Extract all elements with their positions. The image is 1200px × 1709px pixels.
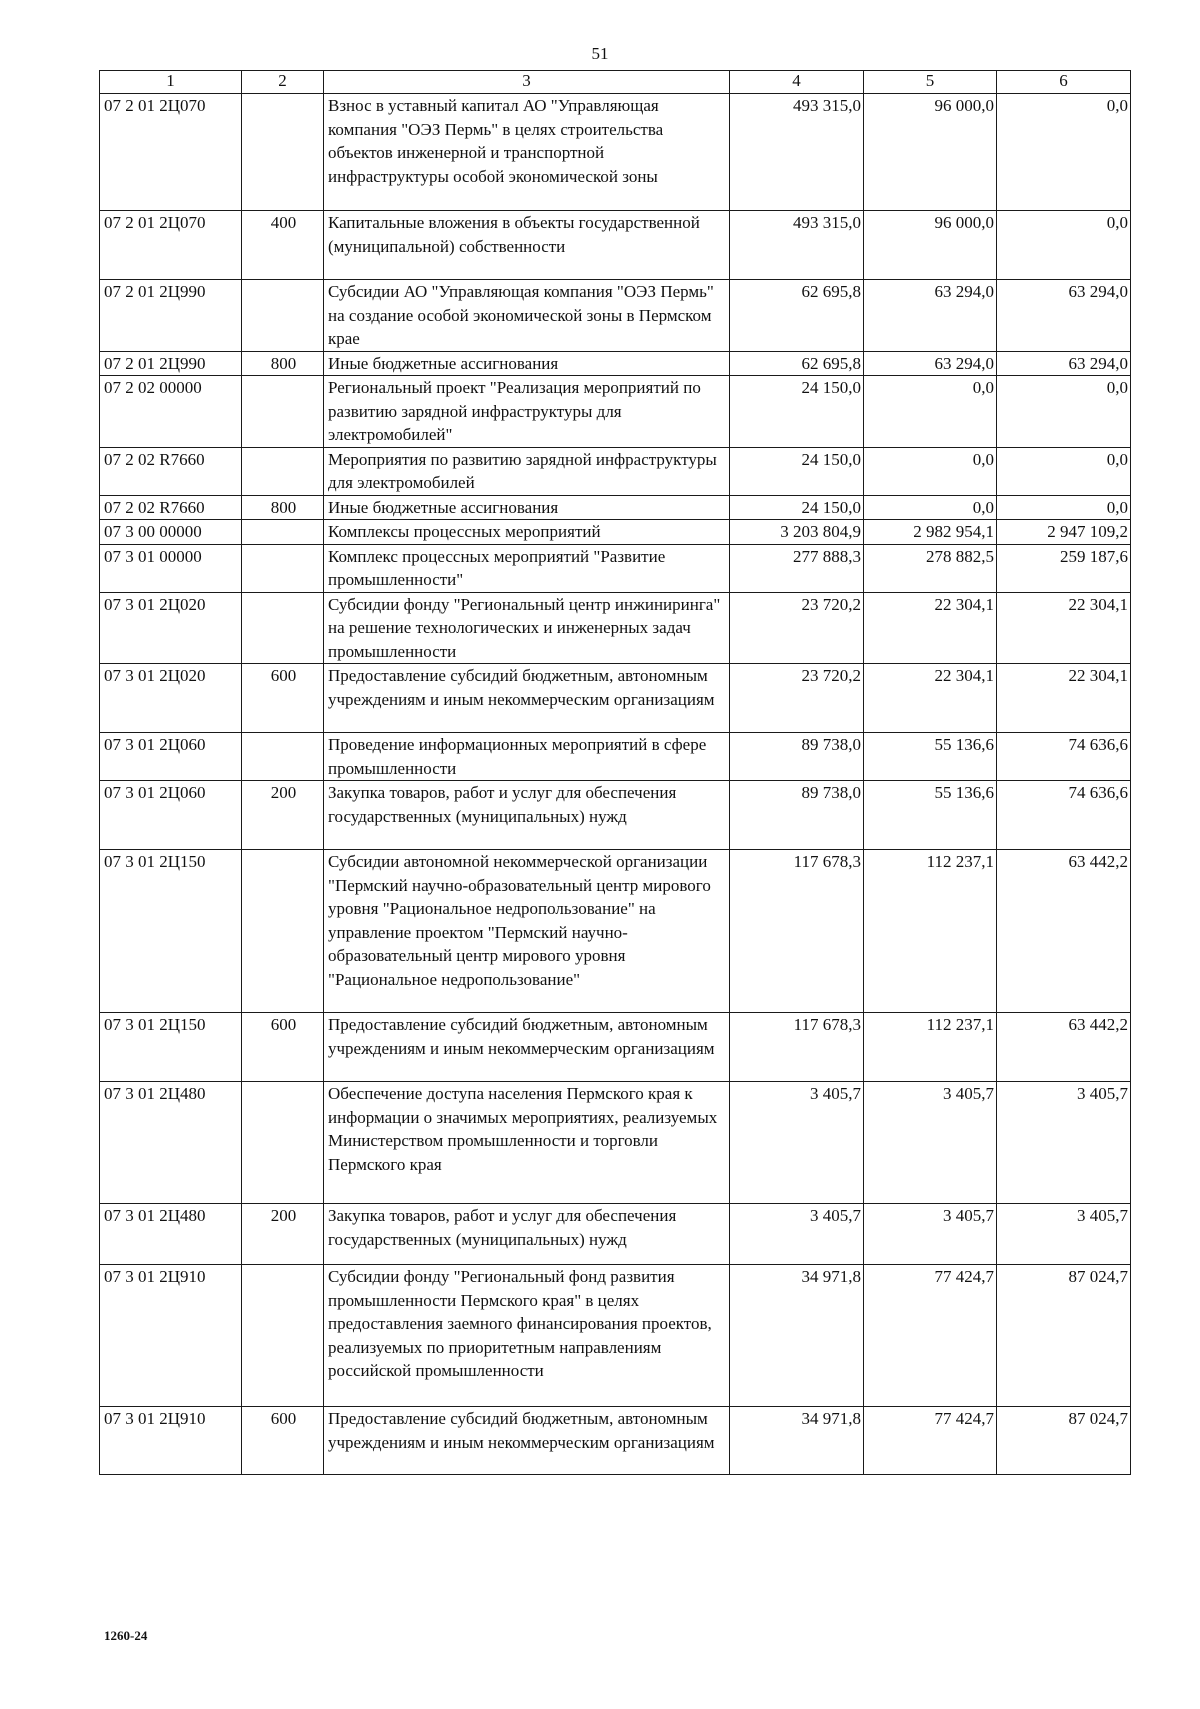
row-value-6: 0,0 bbox=[997, 495, 1131, 520]
row-value-5: 22 304,1 bbox=[864, 664, 997, 733]
table-row bbox=[100, 1204, 1131, 1265]
header-col-5: 5 bbox=[864, 71, 997, 94]
row-value-4: 117 678,3 bbox=[730, 850, 864, 1013]
row-value-4: 3 405,7 bbox=[730, 1204, 864, 1265]
row-name: Взнос в уставный капитал АО "Управляющая компания "ОЭЗ Пермь" в целях строительства объектов инженерной и транспортной инфраструктуры особой экономической зоны bbox=[324, 94, 730, 211]
header-col-6: 6 bbox=[997, 71, 1131, 94]
row-code: 07 2 02 00000 bbox=[100, 376, 242, 448]
row-value-6: 74 636,6 bbox=[997, 733, 1131, 781]
row-value-4: 24 150,0 bbox=[730, 376, 864, 448]
row-value-4: 34 971,8 bbox=[730, 1265, 864, 1407]
row-code: 07 3 01 2Ц060 bbox=[100, 781, 242, 850]
row-value-5: 55 136,6 bbox=[864, 781, 997, 850]
row-expense-type bbox=[242, 850, 324, 1013]
row-name: Комплексы процессных мероприятий bbox=[324, 520, 730, 545]
row-value-6: 22 304,1 bbox=[997, 664, 1131, 733]
row-value-6: 87 024,7 bbox=[997, 1265, 1131, 1407]
row-code: 07 3 01 00000 bbox=[100, 544, 242, 592]
row-expense-type: 600 bbox=[242, 1407, 324, 1475]
row-value-4: 89 738,0 bbox=[730, 781, 864, 850]
row-value-5: 55 136,6 bbox=[864, 733, 997, 781]
header-col-3: 3 bbox=[324, 71, 730, 94]
page-number: 51 bbox=[591, 44, 609, 63]
row-code: 07 3 01 2Ц910 bbox=[100, 1407, 242, 1475]
row-value-6: 22 304,1 bbox=[997, 592, 1131, 664]
row-name: Субсидии АО "Управляющая компания "ОЭЗ Пермь" на создание особой экономической зоны в Пермском крае bbox=[324, 280, 730, 352]
table-row bbox=[100, 781, 1131, 850]
row-value-6: 63 442,2 bbox=[997, 850, 1131, 1013]
row-expense-type bbox=[242, 447, 324, 495]
row-code: 07 2 01 2Ц070 bbox=[100, 211, 242, 280]
row-value-6: 0,0 bbox=[997, 94, 1131, 211]
table-row bbox=[100, 211, 1131, 280]
row-expense-type bbox=[242, 1265, 324, 1407]
row-expense-type: 800 bbox=[242, 495, 324, 520]
row-code: 07 3 01 2Ц060 bbox=[100, 733, 242, 781]
row-value-5: 0,0 bbox=[864, 447, 997, 495]
row-value-5: 22 304,1 bbox=[864, 592, 997, 664]
row-name: Субсидии фонду "Региональный фонд развития промышленности Пермского края" в целях предоставления заемного финансирования проектов, реализуемых по приоритетным направлениям российской промышленности bbox=[324, 1265, 730, 1407]
row-name: Закупка товаров, работ и услуг для обеспечения государственных (муниципальных) нужд bbox=[324, 781, 730, 850]
row-code: 07 2 01 2Ц070 bbox=[100, 94, 242, 211]
header-col-4: 4 bbox=[730, 71, 864, 94]
row-value-5: 0,0 bbox=[864, 376, 997, 448]
row-name: Иные бюджетные ассигнования bbox=[324, 351, 730, 376]
document-code: 1260-24 bbox=[104, 1628, 148, 1643]
row-value-4: 3 405,7 bbox=[730, 1082, 864, 1204]
table-row bbox=[100, 280, 1131, 352]
table-row bbox=[100, 1082, 1131, 1204]
table-row bbox=[100, 495, 1131, 520]
row-value-6: 0,0 bbox=[997, 376, 1131, 448]
table-row bbox=[100, 1407, 1131, 1475]
row-expense-type: 800 bbox=[242, 351, 324, 376]
row-code: 07 2 02 R7660 bbox=[100, 495, 242, 520]
row-value-5: 96 000,0 bbox=[864, 94, 997, 211]
row-expense-type bbox=[242, 1082, 324, 1204]
row-name: Региональный проект "Реализация мероприятий по развитию зарядной инфраструктуры для электромобилей" bbox=[324, 376, 730, 448]
row-name: Проведение информационных мероприятий в сфере промышленности bbox=[324, 733, 730, 781]
table-row bbox=[100, 733, 1131, 781]
row-value-6: 63 442,2 bbox=[997, 1013, 1131, 1082]
row-value-4: 62 695,8 bbox=[730, 280, 864, 352]
row-name: Предоставление субсидий бюджетным, автономным учреждениям и иным некоммерческим организациям bbox=[324, 1407, 730, 1475]
row-value-5: 77 424,7 bbox=[864, 1265, 997, 1407]
row-code: 07 2 01 2Ц990 bbox=[100, 280, 242, 352]
row-expense-type: 400 bbox=[242, 211, 324, 280]
row-name: Иные бюджетные ассигнования bbox=[324, 495, 730, 520]
row-expense-type bbox=[242, 544, 324, 592]
table-row bbox=[100, 376, 1131, 448]
table-row bbox=[100, 351, 1131, 376]
row-value-4: 62 695,8 bbox=[730, 351, 864, 376]
row-value-5: 96 000,0 bbox=[864, 211, 997, 280]
row-name: Предоставление субсидий бюджетным, автономным учреждениям и иным некоммерческим организациям bbox=[324, 664, 730, 733]
row-code: 07 2 01 2Ц990 bbox=[100, 351, 242, 376]
row-value-4: 23 720,2 bbox=[730, 592, 864, 664]
row-value-5: 63 294,0 bbox=[864, 351, 997, 376]
row-code: 07 3 00 00000 bbox=[100, 520, 242, 545]
row-value-6: 74 636,6 bbox=[997, 781, 1131, 850]
row-name: Мероприятия по развитию зарядной инфраструктуры для электромобилей bbox=[324, 447, 730, 495]
table-row bbox=[100, 1013, 1131, 1082]
table-row bbox=[100, 850, 1131, 1013]
row-value-6: 259 187,6 bbox=[997, 544, 1131, 592]
row-value-5: 63 294,0 bbox=[864, 280, 997, 352]
row-code: 07 3 01 2Ц020 bbox=[100, 592, 242, 664]
row-name: Капитальные вложения в объекты государственной (муниципальной) собственности bbox=[324, 211, 730, 280]
row-value-5: 0,0 bbox=[864, 495, 997, 520]
budget-table bbox=[99, 70, 1131, 1475]
row-expense-type bbox=[242, 520, 324, 545]
row-expense-type: 200 bbox=[242, 781, 324, 850]
row-expense-type bbox=[242, 733, 324, 781]
row-value-6: 2 947 109,2 bbox=[997, 520, 1131, 545]
row-value-5: 112 237,1 bbox=[864, 1013, 997, 1082]
row-expense-type bbox=[242, 592, 324, 664]
row-code: 07 3 01 2Ц480 bbox=[100, 1204, 242, 1265]
table-row bbox=[100, 544, 1131, 592]
table-row bbox=[100, 447, 1131, 495]
row-value-5: 278 882,5 bbox=[864, 544, 997, 592]
row-value-6: 3 405,7 bbox=[997, 1204, 1131, 1265]
row-value-6: 3 405,7 bbox=[997, 1082, 1131, 1204]
row-name: Обеспечение доступа населения Пермского края к информации о значимых мероприятиях, реализуемых Министерством промышленности и торговли Пермского края bbox=[324, 1082, 730, 1204]
row-value-6: 0,0 bbox=[997, 211, 1131, 280]
row-expense-type: 600 bbox=[242, 664, 324, 733]
row-value-4: 34 971,8 bbox=[730, 1407, 864, 1475]
table-row bbox=[100, 664, 1131, 733]
row-code: 07 3 01 2Ц150 bbox=[100, 1013, 242, 1082]
table-row bbox=[100, 1265, 1131, 1407]
table-row bbox=[100, 592, 1131, 664]
row-value-6: 63 294,0 bbox=[997, 351, 1131, 376]
row-code: 07 3 01 2Ц480 bbox=[100, 1082, 242, 1204]
row-value-4: 493 315,0 bbox=[730, 211, 864, 280]
row-value-6: 63 294,0 bbox=[997, 280, 1131, 352]
row-value-5: 3 405,7 bbox=[864, 1204, 997, 1265]
row-value-6: 87 024,7 bbox=[997, 1407, 1131, 1475]
row-expense-type: 600 bbox=[242, 1013, 324, 1082]
row-value-4: 23 720,2 bbox=[730, 664, 864, 733]
row-value-4: 3 203 804,9 bbox=[730, 520, 864, 545]
header-col-1: 1 bbox=[100, 71, 242, 94]
row-expense-type bbox=[242, 94, 324, 211]
row-value-5: 112 237,1 bbox=[864, 850, 997, 1013]
row-name: Комплекс процессных мероприятий "Развитие промышленности" bbox=[324, 544, 730, 592]
row-value-4: 277 888,3 bbox=[730, 544, 864, 592]
row-name: Субсидии фонду "Региональный центр инжиниринга" на решение технологических и инженерных задач промышленности bbox=[324, 592, 730, 664]
row-value-4: 24 150,0 bbox=[730, 447, 864, 495]
table-row bbox=[100, 94, 1131, 211]
row-code: 07 3 01 2Ц910 bbox=[100, 1265, 242, 1407]
row-code: 07 2 02 R7660 bbox=[100, 447, 242, 495]
table-row bbox=[100, 520, 1131, 545]
row-name: Закупка товаров, работ и услуг для обеспечения государственных (муниципальных) нужд bbox=[324, 1204, 730, 1265]
row-value-4: 493 315,0 bbox=[730, 94, 864, 211]
row-value-5: 3 405,7 bbox=[864, 1082, 997, 1204]
header-col-2: 2 bbox=[242, 71, 324, 94]
row-value-4: 24 150,0 bbox=[730, 495, 864, 520]
row-code: 07 3 01 2Ц150 bbox=[100, 850, 242, 1013]
row-expense-type: 200 bbox=[242, 1204, 324, 1265]
row-value-5: 2 982 954,1 bbox=[864, 520, 997, 545]
row-expense-type bbox=[242, 376, 324, 448]
row-value-4: 89 738,0 bbox=[730, 733, 864, 781]
row-value-6: 0,0 bbox=[997, 447, 1131, 495]
row-name: Предоставление субсидий бюджетным, автономным учреждениям и иным некоммерческим организациям bbox=[324, 1013, 730, 1082]
header-row bbox=[100, 71, 1131, 94]
row-name: Субсидии автономной некоммерческой организации "Пермский научно-образовательный центр мирового уровня "Рациональное недропользование" на управление проектом "Пермский научно-образовательный центр мирового уровня "Рациональное недропользование" bbox=[324, 850, 730, 1013]
row-value-5: 77 424,7 bbox=[864, 1407, 997, 1475]
row-code: 07 3 01 2Ц020 bbox=[100, 664, 242, 733]
row-value-4: 117 678,3 bbox=[730, 1013, 864, 1082]
row-expense-type bbox=[242, 280, 324, 352]
